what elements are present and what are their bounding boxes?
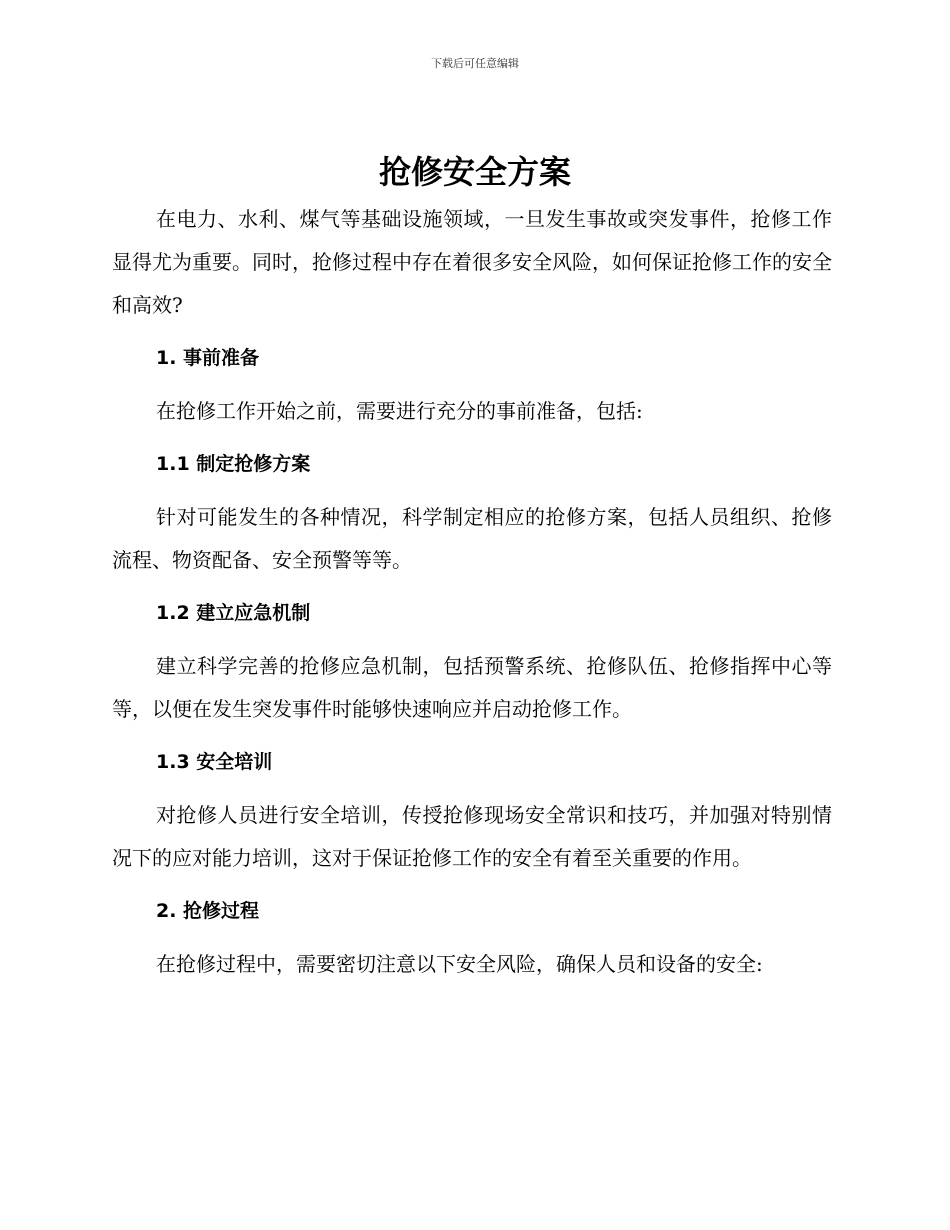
section-heading: 1. 事前准备: [156, 347, 260, 369]
spacer: [112, 731, 832, 741]
header-note: 下载后可任意编辑: [431, 57, 519, 70]
spacer: [112, 380, 832, 390]
section-paragraph: 建立科学完善的抢修应急机制，包括预警系统、抢修队伍、抢修指挥中心等等，以便在发生突发事件时能够快速响应并启动抢修工作。: [112, 654, 832, 721]
spacer: [112, 327, 832, 337]
spacer: [112, 933, 832, 943]
document-body: [112, 198, 832, 986]
section-paragraph: 在抢修过程中，需要密切注意以下安全风险，确保人员和设备的安全:: [156, 952, 763, 976]
section-paragraph: 对抢修人员进行安全培训，传授抢修现场安全常识和技巧，并加强对特别情况下的应对能力培训，这对于保证抢修工作的安全有着至关重要的作用。: [112, 803, 832, 870]
intro-paragraph: 在电力、水利、煤气等基础设施领域，一旦发生事故或突发事件，抢修工作显得尤为重要。同时，抢修过程中存在着很多安全风险，如何保证抢修工作的安全和高效?: [112, 207, 832, 317]
section-paragraph: 在抢修工作开始之前，需要进行充分的事前准备，包括:: [156, 399, 643, 423]
section-heading: 1.2 建立应急机制: [156, 602, 311, 624]
section-heading: 1.1 制定抢修方案: [156, 453, 311, 475]
spacer: [112, 582, 832, 592]
section-heading: 1.3 安全培训: [156, 751, 273, 773]
spacer: [112, 486, 832, 496]
section-paragraph: 针对可能发生的各种情况，科学制定相应的抢修方案，包括人员组织、抢修流程、物资配备、安全预警等等。: [112, 505, 832, 572]
document-title: 抢修安全方案: [378, 153, 571, 191]
spacer: [112, 433, 832, 443]
spacer: [112, 784, 832, 794]
spacer: [112, 880, 832, 890]
spacer: [112, 635, 832, 645]
section-heading: 2. 抢修过程: [156, 900, 260, 922]
